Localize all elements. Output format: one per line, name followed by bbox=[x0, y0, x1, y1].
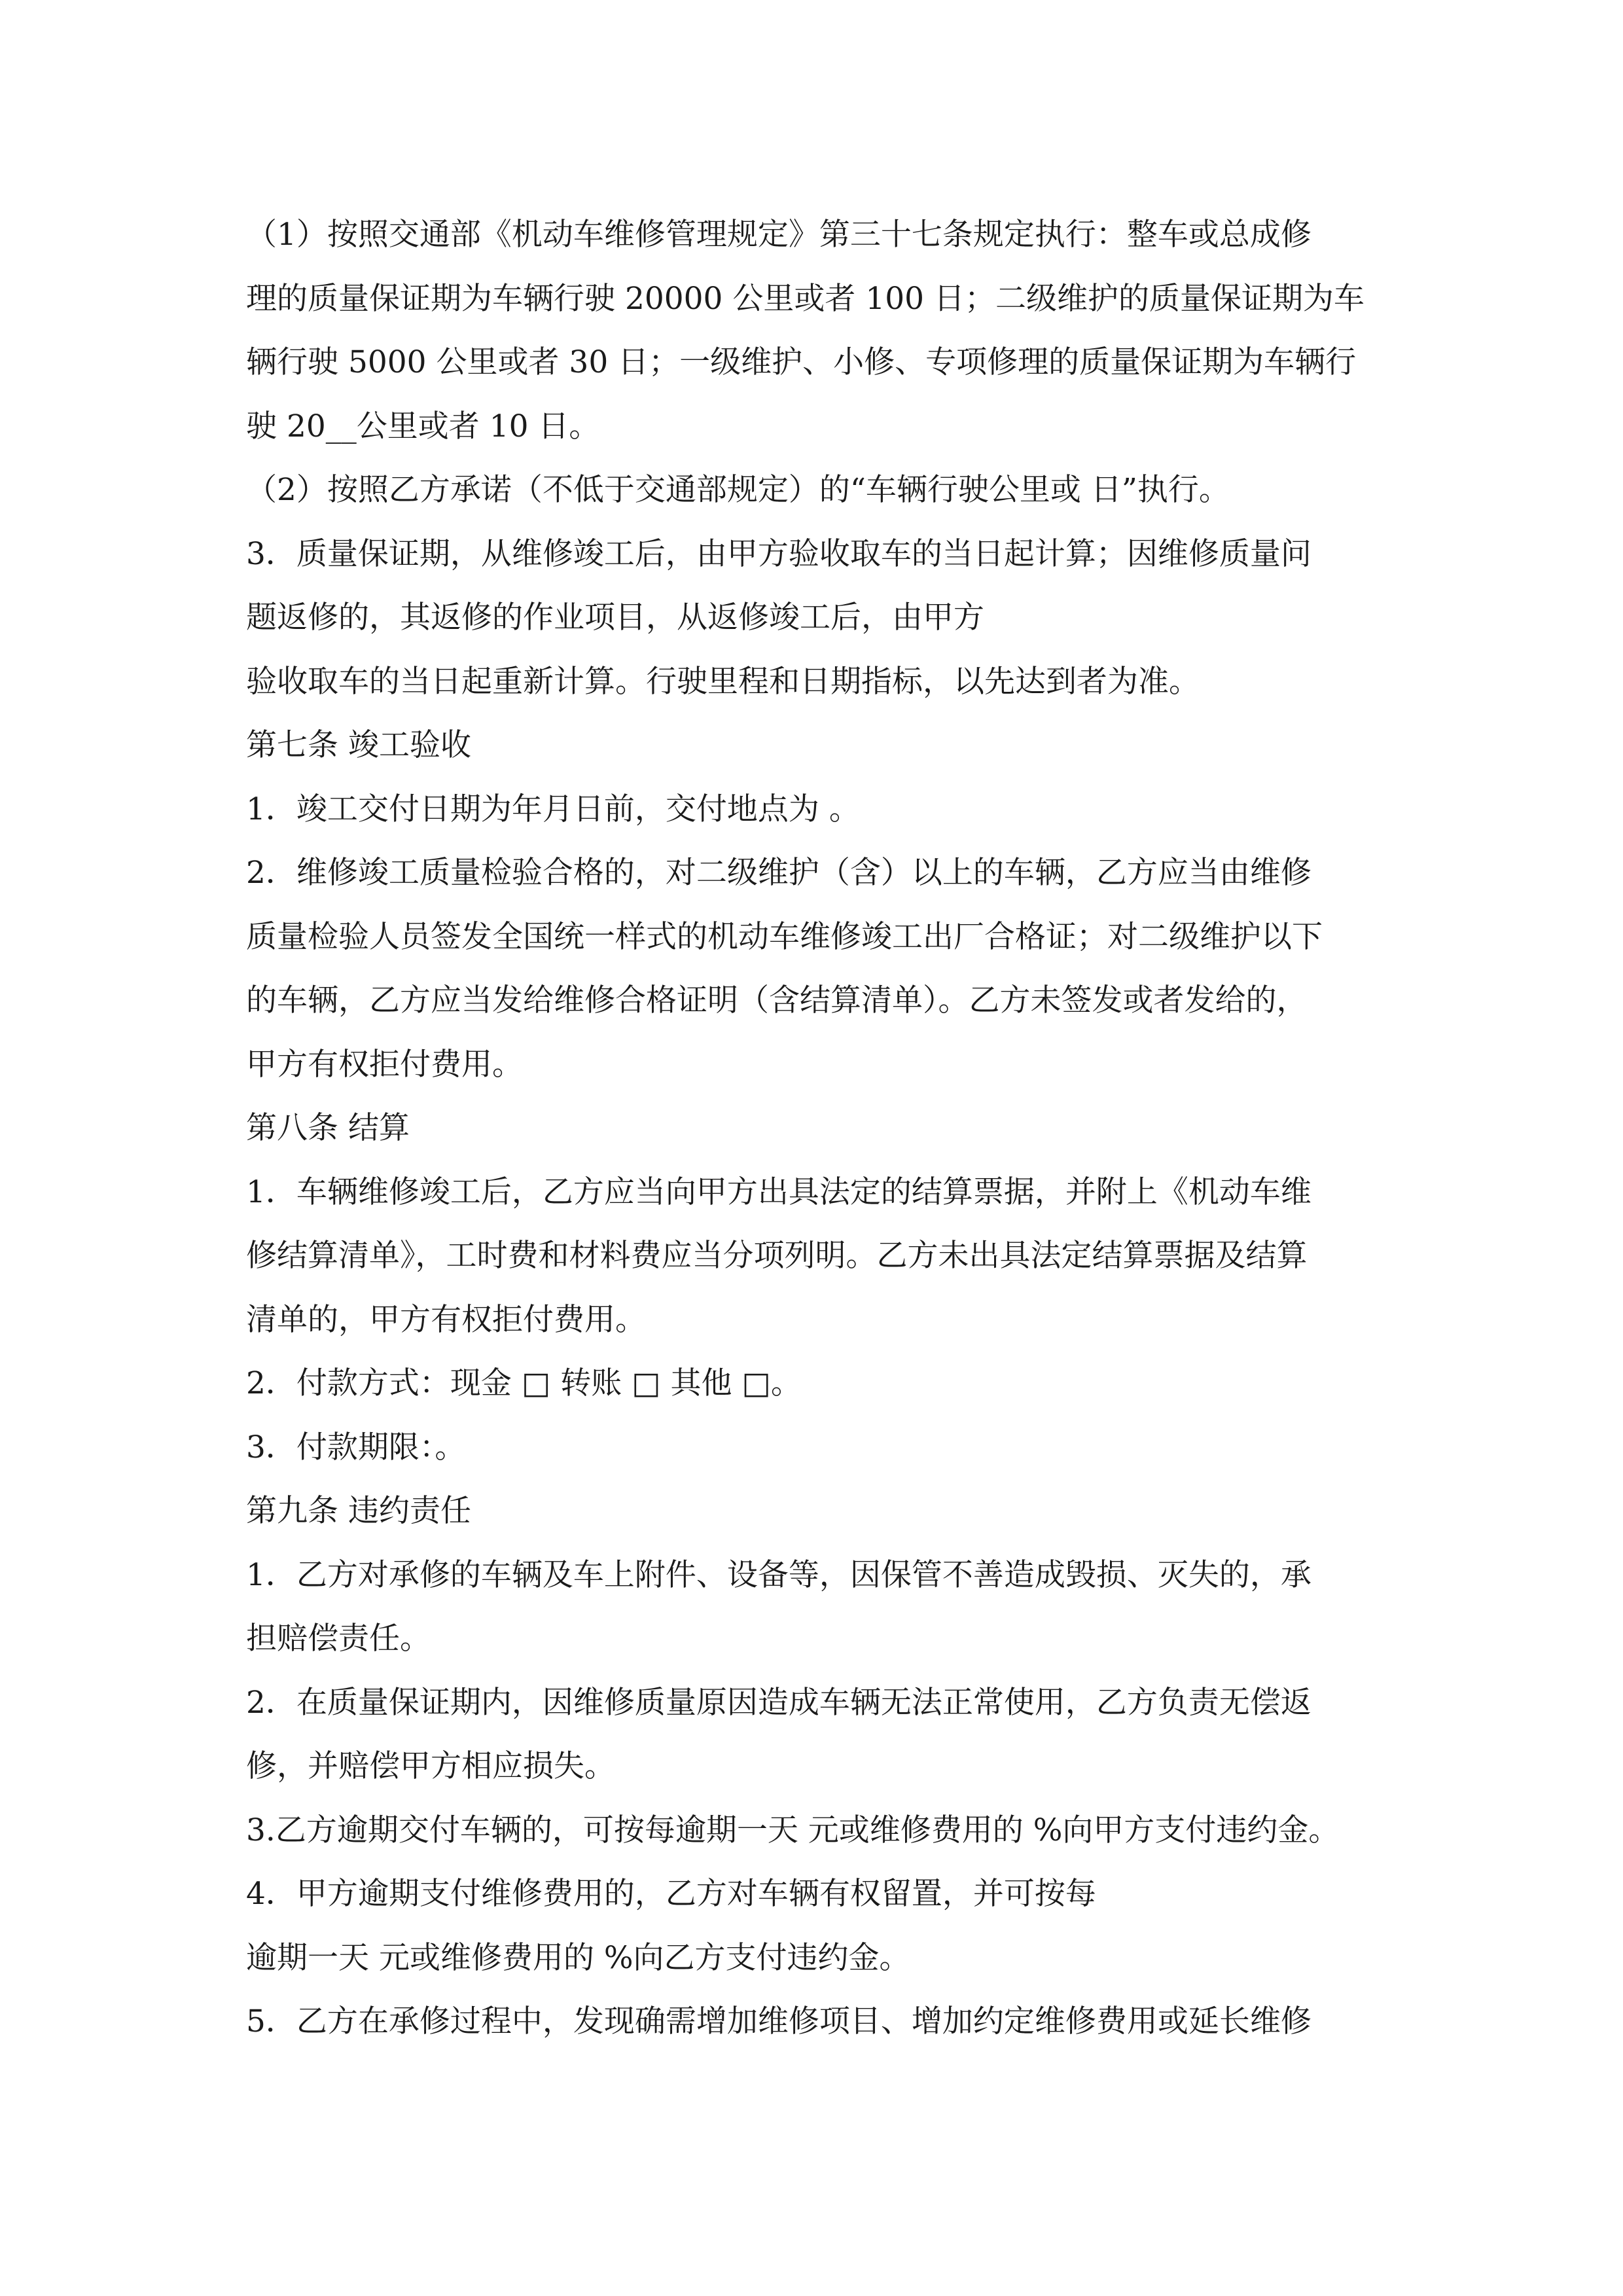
text-line: 1．车辆维修竣工后，乙方应当向甲方出具法定的结算票据，并附上《机动车维 bbox=[246, 1174, 1311, 1210]
text-line: 1．乙方对承修的车辆及车上附件、设备等，因保管不善造成毁损、灭失的，承 bbox=[246, 1556, 1311, 1593]
section-heading: 第七条 竣工验收 bbox=[246, 727, 471, 763]
text-line: 逾期一天 元或维修费用的 %向乙方支付违约金。 bbox=[246, 1939, 910, 1976]
text-line: 的车辆，乙方应当发给维修合格证明（含结算清单）。乙方未签发或者发给的， bbox=[246, 982, 1308, 1018]
text-line: 理的质量保证期为车辆行驶 20000 公里或者 100 日；二级维护的质量保证期为车 bbox=[246, 280, 1364, 317]
payment-method-line: 2．付款方式：现金 □ 转账 □ 其他 □。 bbox=[246, 1365, 802, 1401]
text-line: 2．维修竣工质量检验合格的，对二级维护（含）以上的车辆，乙方应当由维修 bbox=[246, 855, 1311, 891]
text-line: 3．付款期限：。 bbox=[246, 1429, 466, 1465]
text-line: （2）按照乙方承诺（不低于交通部规定）的“车辆行驶公里或 日”执行。 bbox=[246, 472, 1230, 508]
text-line: 题返修的，其返修的作业项目，从返修竣工后，由甲方 bbox=[246, 600, 984, 636]
text-line: 1．竣工交付日期为年月日前，交付地点为 。 bbox=[246, 791, 860, 827]
text-line: （1）按照交通部《机动车维修管理规定》第三十七条规定执行：整车或总成修 bbox=[246, 217, 1311, 253]
text-line: 5．乙方在承修过程中，发现确需增加维修项目、增加约定维修费用或延长维修 bbox=[246, 2003, 1311, 2039]
text-line: 验收取车的当日起重新计算。行驶里程和日期指标，以先达到者为准。 bbox=[246, 663, 1200, 700]
text-line: 3．质量保证期，从维修竣工后，由甲方验收取车的当日起计算；因维修质量问 bbox=[246, 535, 1311, 572]
text-line: 修结算清单》，工时费和材料费应当分项列明。乙方未出具法定结算票据及结算 bbox=[246, 1238, 1308, 1274]
text-line: 担赔偿责任。 bbox=[246, 1621, 431, 1657]
text-line: 4．甲方逾期支付维修费用的，乙方对车辆有权留置，并可按每 bbox=[246, 1876, 1096, 1912]
text-line: 修，并赔偿甲方相应损失。 bbox=[246, 1748, 615, 1784]
text-line: 质量检验人员签发全国统一样式的机动车维修竣工出厂合格证；对二级维护以下 bbox=[246, 918, 1323, 955]
text-line: 甲方有权拒付费用。 bbox=[246, 1046, 523, 1083]
text-line: 驶 20__公里或者 10 日。 bbox=[246, 408, 600, 444]
text-line: 清单的，甲方有权拒付费用。 bbox=[246, 1301, 646, 1338]
section-heading: 第九条 违约责任 bbox=[246, 1493, 471, 1529]
section-heading: 第八条 结算 bbox=[246, 1110, 410, 1146]
contract-body bbox=[246, 203, 1385, 2054]
text-line: 2．在质量保证期内，因维修质量原因造成车辆无法正常使用，乙方负责无偿返 bbox=[246, 1684, 1311, 1721]
text-line: 辆行驶 5000 公里或者 30 日；一级维护、小修、专项修理的质量保证期为车辆行 bbox=[246, 344, 1357, 380]
text-line: 3.乙方逾期交付车辆的，可按每逾期一天 元或维修费用的 %向甲方支付违约金。 bbox=[246, 1812, 1340, 1848]
